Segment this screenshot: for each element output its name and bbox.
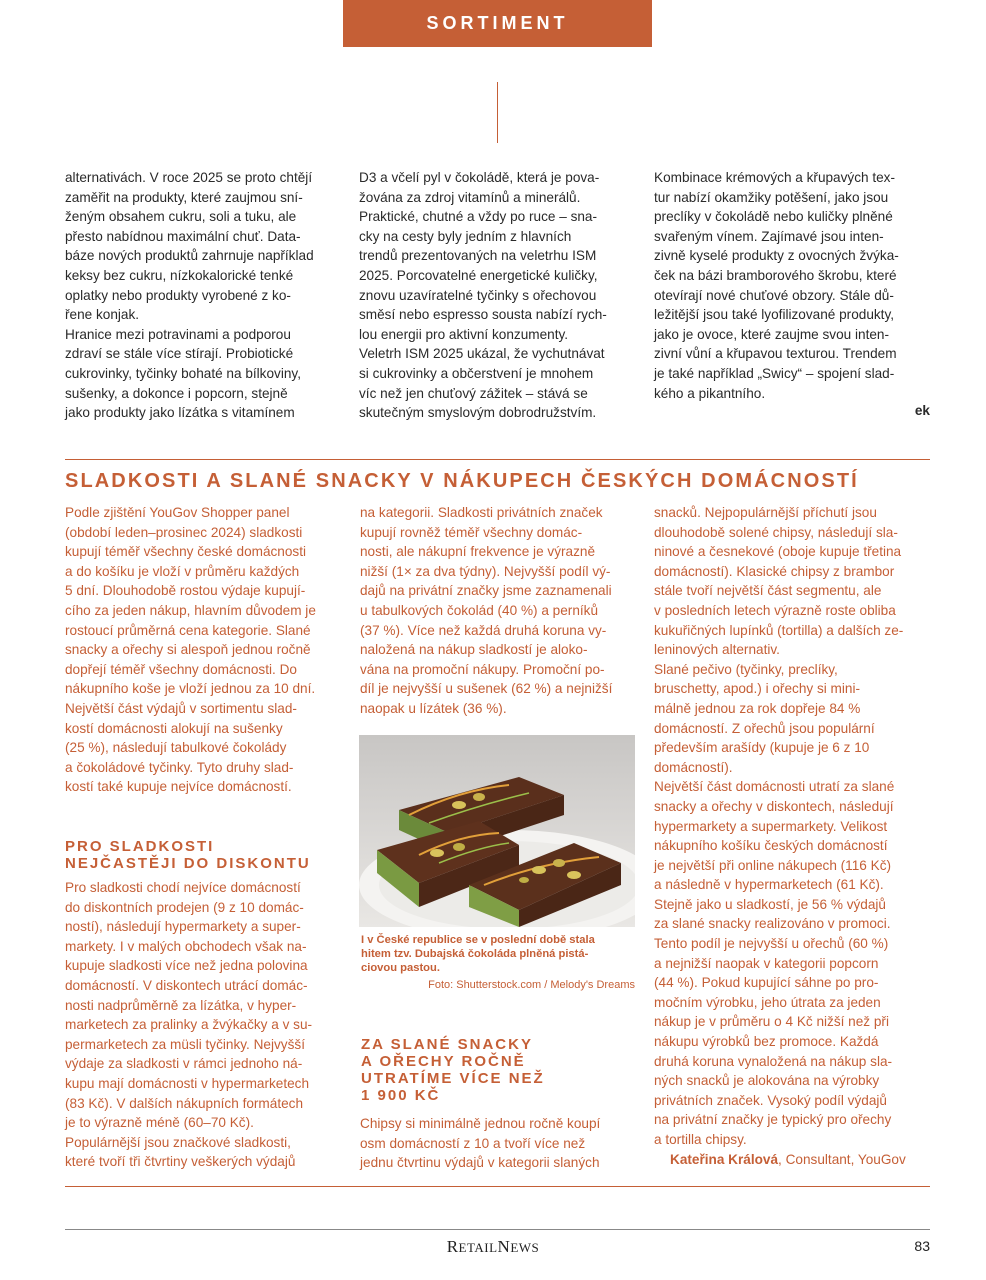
text-line: otevírají nové chuťové obzory. Stále dů- [654, 287, 894, 303]
text-line: cukrovinky, tyčinky bohaté na bílkoviny, [65, 365, 301, 381]
subheading-1 [65, 838, 355, 872]
text-line: ností), následují hypermarkety a super- [65, 919, 301, 935]
text-line: u tabulkových čokolád (40 %) a perníků [360, 602, 599, 618]
text-line: privátních značek. Vysoký podíl výdajů [654, 1092, 887, 1108]
subheading-2-lines [361, 1036, 641, 1104]
text-line: ciovou pastou. [361, 962, 440, 974]
text-line: zivní vůní a křupavou texturou. Trendem [654, 346, 897, 362]
text-line: Hranice mezi potravinami a podporou [65, 326, 291, 342]
text-line: přesto nabídnou maximální chuť. Data- [65, 228, 301, 244]
text-line: domácností). [654, 759, 733, 775]
text-line: Podle zjištění YouGov Shopper panel [65, 505, 290, 520]
text-line: směsí nebo espresso sousta nabízí rych- [359, 307, 607, 323]
text-line: Tento podíl je nejvyšší u ořechů (60 %) [654, 936, 889, 952]
text-line: nákupního koše je vloží jednou za 10 dní. [65, 681, 316, 697]
text-line: zaměřit na produkty, které zaujmou sní- [65, 189, 303, 205]
text-line: snacky a ořechy v diskontech, následují [654, 798, 894, 814]
intro-col1-lines [65, 168, 345, 423]
text-line: marketech za pralinky a žvýkačky a v su- [65, 1017, 313, 1033]
text-line: permarketech za müsli tyčinky. Nejvyšší [65, 1036, 305, 1052]
text-line: Největší část domácnosti utratí za slané [654, 779, 895, 795]
text-line: ležitější jsou také lyofilizované produkty, [654, 307, 895, 323]
text-line: 5 dní. Dlouhodobě rostou výdaje kupují- [65, 583, 306, 599]
text-line: cího za jeden nákup, hlavním důvodem je [65, 602, 316, 618]
author-line [670, 1150, 934, 1170]
text-line: a čokoládové tyčinky. Tyto druhy slad- [65, 759, 294, 775]
text-line: nákup je v průměru o 4 Kč nižší než při [654, 1014, 889, 1030]
text-line: PRO SLADKOSTI [65, 838, 215, 855]
text-line: keksy bez cukru, nízkokalorické tenké [65, 267, 294, 283]
text-line: je největší při online nákupech (116 Kč) [654, 857, 892, 873]
text-line: nákupu výrobků bez promoce. Každá [654, 1034, 879, 1050]
box-col1-lines [65, 503, 350, 797]
text-line: domácností). Klasické chipsy z brambor [654, 563, 895, 579]
text-line: druhá koruna vynaložená na nákup sla- [654, 1053, 893, 1069]
subheading-2 [361, 1036, 641, 1104]
text-line: snacky a ořechy si alespoň jednou ročně [65, 642, 311, 658]
text-line: nižší (1× za dva týdny). Nejvyšší podíl vý- [360, 563, 611, 579]
text-line: jednu čtvrtinu výdajů v kategorii slaných [360, 1155, 600, 1171]
text-line: dajů na privátní značky jsme zaznamenali [360, 583, 612, 599]
text-line: UTRATÍME VÍCE NEŽ [361, 1070, 545, 1087]
text-line: vána na promoční nákupy. Promoční po- [360, 661, 605, 677]
text-line: kostí také kupuje nejvíce domácností. [65, 779, 292, 795]
text-line: Pro sladkosti chodí nejvíce domácností [65, 880, 301, 895]
text-line: svařeným vínem. Zajímavé jsou inten- [654, 228, 884, 244]
text-line: leninových alternativ. [654, 642, 780, 658]
subheading-1-lines [65, 838, 355, 872]
text-line: (období leden–prosinec 2024) sladkosti [65, 524, 303, 540]
text-line: Největší část výdajů v sortimentu slad- [65, 700, 297, 716]
text-line: si cukrovinky a občerstvení je mnohem [359, 365, 594, 381]
photo-caption-lines [361, 933, 637, 975]
box-col2-lines [360, 503, 640, 719]
text-line: snacků. Nejpopulárnější příchutí jsou [654, 505, 877, 520]
text-line: za slané snacky realizováno v promoci. [654, 916, 891, 932]
text-line: sušenky, a dokonce i popcorn, stejně [65, 385, 288, 401]
box-bottom-rule [65, 1186, 930, 1187]
text-line: kostí domácnosti alokují na sušenky [65, 720, 283, 736]
text-line: (83 Kč). V dalších nákupních formátech [65, 1095, 304, 1111]
text-line: hitem tzv. Dubajská čokoláda plněná pistá- [361, 948, 589, 960]
text-line: preclíky v čokoládě nebo kuličky plněné [654, 209, 893, 225]
text-line: dlouhodobě solené chipsy, následují sla- [654, 524, 898, 540]
text-line: močním výrobku, jeho útrata za jeden [654, 994, 881, 1010]
text-line: málně jednou za rok dopřeje 84 % [654, 700, 861, 716]
text-line: markety. I v malých obchodech však na- [65, 938, 307, 954]
text-line: osm domácností z 10 a tvoří více než [360, 1135, 586, 1151]
text-line: ženým obsahem cukru, soli a tuku, ale [65, 209, 297, 225]
text-line: alternativách. V roce 2025 se proto chtějí [65, 170, 313, 185]
text-line: Populárnější jsou značkové sladkosti, [65, 1134, 291, 1150]
text-line: ček na bázi bramborového škrobu, které [654, 267, 897, 283]
footer-rule [65, 1229, 930, 1230]
text-line: cky na cesty byly jedním z hlavních [359, 228, 572, 244]
text-line: do diskontních prodejen (9 z 10 domác- [65, 899, 304, 915]
text-line: oplatky nebo produkty vyrobené z ko- [65, 287, 291, 303]
text-line: ninové a česnekové (oboje kupuje třetina [654, 544, 902, 560]
divider-line [497, 82, 498, 143]
retailnews-logo: RETAILNEWS [446, 1237, 540, 1256]
text-line: Veletrh ISM 2025 ukázal, že vychutnávat [359, 346, 605, 362]
text-line: domácností. Z ořechů jsou populární [654, 720, 875, 736]
chocolate-photo-icon [359, 735, 635, 927]
author-role: , Consultant, YouGov [778, 1151, 906, 1167]
text-line: kupuje sladkosti více než jedna polovina [65, 958, 308, 974]
intro-col3-lines [654, 168, 934, 403]
box-column-2 [360, 503, 640, 719]
author-signature: ek [914, 403, 930, 418]
text-line: dopřejí téměř všechny domácnosti. Do [65, 661, 297, 677]
photo-caption [361, 933, 637, 975]
text-line: znovu uzavíratelné tyčinky s ořechovou [359, 287, 597, 303]
text-line: zivně kyselé produkty z ovocných žvýka- [654, 248, 899, 264]
text-line: nosti nadprůměrně za lízátka, v hyper- [65, 997, 297, 1013]
box-column-1 [65, 503, 350, 797]
section-tab: SORTIMENT [343, 0, 652, 47]
text-line: kukuřičných lupínků (tortilla) a dalších ze- [654, 622, 904, 638]
text-line: Chipsy si minimálně jednou ročně koupí [360, 1116, 601, 1131]
text-line: je také například „Swicy“ – spojení slad- [654, 365, 895, 381]
chocolate-photo [359, 735, 635, 927]
text-line: kého a pikantního. [654, 385, 766, 401]
intro-column-2 [359, 168, 639, 423]
text-line: domácností. V diskontech utrácí domác- [65, 977, 308, 993]
text-line: naložená na nákup sladkostí je aloko- [360, 642, 588, 658]
text-line: především arašídy (kupuje je 6 z 10 [654, 740, 870, 756]
text-line: rostoucí průměrná cena kategorie. Slané [65, 622, 311, 638]
box-column-2b [360, 1114, 640, 1173]
text-line: bruschetty, apod.) i ořechy si mini- [654, 681, 860, 697]
text-line: žována za zdroj vitamínů a minerálů. [359, 189, 581, 205]
text-line: je to výrazně méně (60–70 Kč). [65, 1115, 254, 1131]
intro-column-1 [65, 168, 345, 423]
text-line: a do košíku je vloží v průměru každých [65, 563, 300, 579]
text-line: víc než jen chuťový zážitek – stává se [359, 385, 588, 401]
text-line: ZA SLANÉ SNACKY [361, 1036, 533, 1053]
text-line: 2025. Porcovatelné energetické kuličky, [359, 267, 598, 283]
box-column-3 [654, 503, 934, 1169]
text-line: Stejně jako u sladkostí, je 56 % výdajů [654, 896, 886, 912]
text-line: jako je ovoce, které zaujme svou inten- [654, 326, 889, 342]
box-column-1b [65, 878, 350, 1172]
text-line: trendů prezentovaných na veletrhu ISM [359, 248, 597, 264]
text-line: nákupního košíku českých domácností [654, 838, 888, 854]
text-line: skutečným smyslovým dobrodružstvím. [359, 405, 597, 421]
box-col2b-lines [360, 1114, 640, 1173]
text-line: kupují rovněž téměř všechny domác- [360, 524, 583, 540]
box-col3-lines [654, 503, 934, 1150]
text-line: na privátní značky je typický pro ořechy [654, 1112, 892, 1128]
intro-column-3 [654, 168, 934, 403]
text-line: Kombinace krémových a křupavých tex- [654, 170, 896, 185]
author-name: Kateřina Králová [670, 1151, 779, 1167]
box-headline: SLADKOSTI A SLANÉ SNACKY V NÁKUPECH ČESKÝCH DOMÁCNOSTÍ [65, 470, 859, 492]
text-line: (25 %), následují tabulkové čokolády [65, 740, 287, 756]
text-line: a následně v hypermarketech (61 Kč). [654, 877, 884, 893]
text-line: hypermarkety a supermarkety. Velikost [654, 818, 888, 834]
box-top-rule [65, 459, 930, 460]
text-line: báze nových produktů zahrnuje například [65, 248, 314, 264]
text-line: 1 900 KČ [361, 1087, 441, 1104]
text-line: (37 %). Více než každá druhá koruna vy- [360, 622, 607, 638]
box-col1b-lines [65, 878, 350, 1172]
photo-credit: Foto: Shutterstock.com / Melody's Dreams [428, 979, 635, 991]
text-line: D3 a včelí pyl v čokoládě, která je pova- [359, 170, 600, 185]
text-line: na kategorii. Sladkosti privátních značek [360, 505, 603, 520]
text-line: kupují téměř všechny české domácnosti [65, 544, 307, 560]
text-line: kupu mají domácnosti v hypermarketech [65, 1075, 310, 1091]
text-line: a nejnižší naopak v kategorii popcorn [654, 955, 879, 971]
text-line: tur nabízí okamžiky potěšení, jako jsou [654, 189, 889, 205]
page-number: 83 [914, 1238, 930, 1254]
text-line: v posledních letech výrazně roste obliba [654, 602, 896, 618]
text-line: jako produkty jako lízátka s vitamínem [65, 405, 295, 421]
text-line: (44 %). Pokud kupující sáhne po pro- [654, 975, 879, 991]
text-line: a tortilla chipsy. [654, 1132, 747, 1147]
text-line: díl je nejvyšší u sušenek (62 %) a nejnižší [360, 681, 613, 697]
text-line: řene konjak. [65, 307, 140, 323]
intro-col2-lines [359, 168, 639, 423]
text-line: které tvoří tři čtvrtiny veškerých výdajů [65, 1154, 296, 1170]
text-line: zdraví se stále více stírají. Probiotické [65, 346, 294, 362]
text-line: výdaje za sladkosti v rámci jednoho ná- [65, 1056, 303, 1072]
text-line: nosti, ale nákupní frekvence je výrazně [360, 544, 596, 560]
text-line: NEJČASTĚJI DO DISKONTU [65, 855, 311, 872]
text-line: A OŘECHY ROČNĚ [361, 1053, 526, 1070]
text-line: ných snacků je alokována na výrobky [654, 1073, 880, 1089]
text-line: I v České republice se v poslední době stala [361, 934, 595, 946]
text-line: stále tvoří největší část segmentu, ale [654, 583, 882, 599]
text-line: Praktické, chutné a vždy po ruce – sna- [359, 209, 598, 225]
text-line: lou energii pro aktivní konzumenty. [359, 326, 569, 342]
text-line: naopak u lízátek (36 %). [360, 700, 507, 716]
text-line: Slané pečivo (tyčinky, preclíky, [654, 661, 838, 677]
